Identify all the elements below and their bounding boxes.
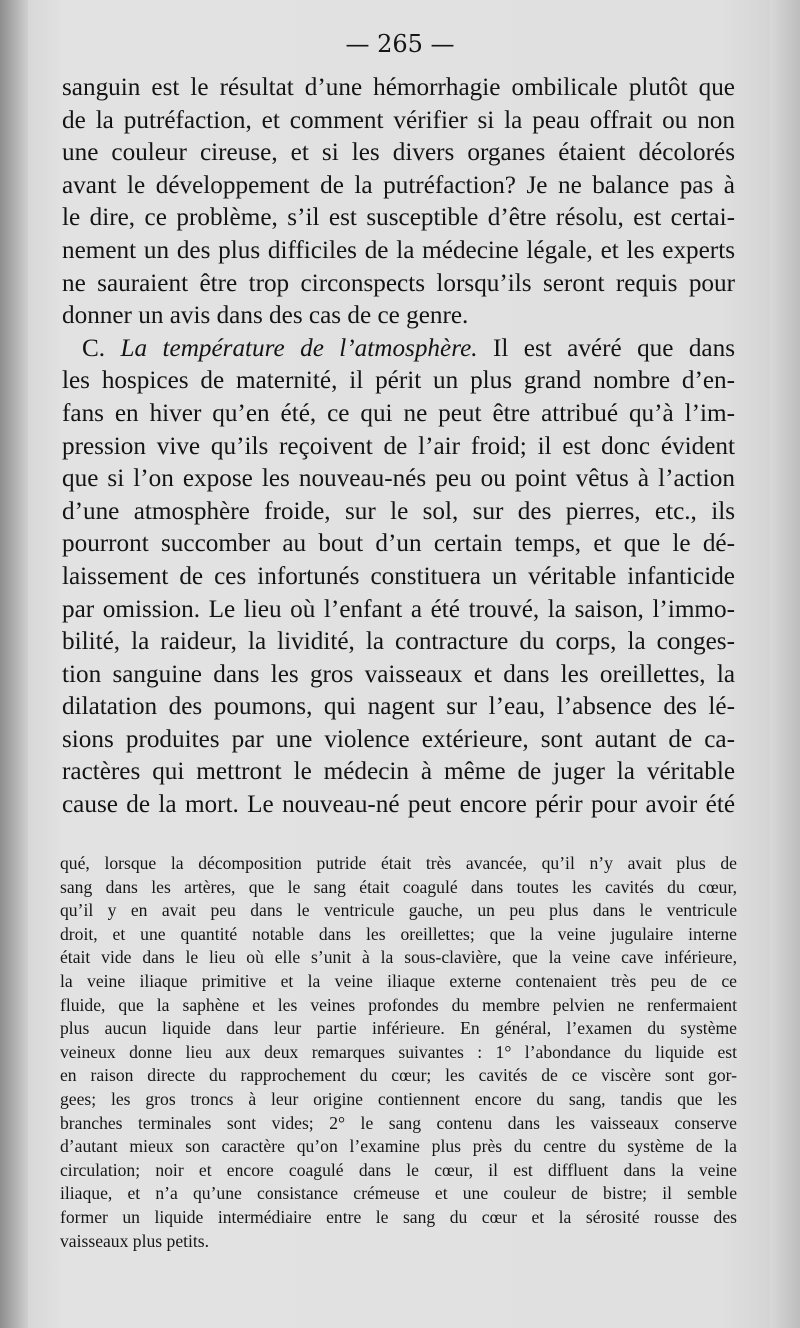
footnote-block <box>60 852 737 1253</box>
text-line: que si l’on expose les nouveau-nés peu ou point vêtus à l’action <box>62 465 735 493</box>
text-line: le dire, ce problème, s’il est susceptible d’être résolu, est certai- <box>62 204 735 232</box>
footnote-line: veineux donne lieu aux deux remarques suivantes : 1° l’abondance du liquide est <box>60 1041 737 1062</box>
main-text-block <box>62 72 735 822</box>
footnote-line: gees; les gros troncs à leur origine contiennent encore du sang, tandis que les <box>60 1088 737 1109</box>
section-heading-line <box>62 333 735 366</box>
footnote-line: qu’il y en avait peu dans le ventricule gauche, un peu plus dans le ventricule <box>60 900 737 921</box>
text-line: sanguin est le résultat d’une hémorrhagie ombilicale plutôt que <box>62 74 735 101</box>
footnote-line: en raison directe du rapprochement du cœur; les cavités de ce viscère sont gor- <box>60 1065 737 1086</box>
footnote-line: circulation; noir et encore coagulé dans le cœur, il est diffluent dans la veine <box>60 1159 737 1180</box>
text-line: nement un des plus difficiles de la médecine légale, et les experts <box>62 236 735 264</box>
text-line: ractères qui mettront le médecin à même de juger la véritable <box>62 758 735 786</box>
section-first-line-text: Il est avéré que dans <box>492 334 736 362</box>
text-line: de la putréfaction, et comment vérifier si la peau offrait ou non <box>62 106 735 134</box>
text-line: bilité, la raideur, la lividité, la contracture du corps, la conges- <box>62 628 735 656</box>
footnote-line: était vide dans le lieu où elle s’unit à la sous-clavière, que la veine cave inférieure, <box>60 947 737 968</box>
page-gutter-shadow <box>0 0 28 1328</box>
text-line: pression vive qu’ils reçoivent de l’air froid; il est donc évident <box>62 432 735 460</box>
text-line: pourront succomber au bout d’un certain temps, et que le dé- <box>62 530 735 558</box>
text-line: cause de la mort. Le nouveau-né peut encore périr pour avoir été <box>62 791 735 819</box>
section-title: La température de l’atmosphère. <box>120 334 478 362</box>
footnote-line: sang dans les artères, que le sang était coagulé dans toutes les cavités du cœur, <box>60 876 737 897</box>
text-line: fans en hiver qu’en été, ce qui ne peut être attribué qu’à l’im- <box>62 399 735 427</box>
text-line: donner un avis dans des cas de ce genre. <box>62 302 469 330</box>
text-line: d’une atmosphère froide, sur le sol, sur des pierres, etc., ils <box>62 497 735 525</box>
text-line: une couleur cireuse, et si les divers organes étaient décolorés <box>62 139 735 167</box>
text-line: dilatation des poumons, qui nagent sur l’eau, l’absence des lé- <box>62 693 735 721</box>
text-line: ne sauraient être trop circonspects lorsqu’ils seront requis pour <box>62 269 735 297</box>
footnote-line: d’autant mieux son caractère qu’on l’examine plus près du centre du système de la <box>60 1136 737 1157</box>
footnote-line: plus aucun liquide dans leur partie inférieure. En général, l’examen du système <box>60 1018 737 1039</box>
footnote-line: la veine iliaque primitive et la veine iliaque externe contenaient très peu de ce <box>60 970 737 991</box>
text-line: tion sanguine dans les gros vaisseaux et dans les oreillettes, la <box>62 660 735 688</box>
footnote-line: qué, lorsque la décomposition putride était très avancée, qu’il n’y avait plus de <box>60 853 737 873</box>
footnote-line: vaisseaux plus petits. <box>60 1230 210 1251</box>
page-right-edge <box>770 0 800 1328</box>
text-line: sions produites par une violence extérieure, sont autant de ca- <box>62 725 735 753</box>
footnote-line: former un liquide intermédiaire entre le sang du cœur et la sérosité rousse des <box>60 1206 737 1227</box>
text-line: laissement de ces infortunés constituera un véritable infanticide <box>62 562 735 590</box>
page-number: — 265 — <box>345 30 455 58</box>
footnote-line: fluide, que la saphène et les veines profondes du membre pelvien ne renfermaient <box>60 994 737 1015</box>
text-line: avant le développement de la putréfaction? Je ne balance pas à <box>62 171 735 199</box>
text-line: les hospices de maternité, il périt un plus grand nombre d’en- <box>62 367 735 395</box>
footnote-line: branches terminales sont vides; 2° le sang contenu dans les vaisseaux conserve <box>60 1112 737 1133</box>
footnote-line: iliaque, et n’a qu’une consistance crémeuse et une couleur de bistre; il semble <box>60 1183 737 1204</box>
footnote-line: droit, et une quantité notable dans les oreillettes; que la veine jugulaire interne <box>60 923 737 944</box>
text-line: par omission. Le lieu où l’enfant a été trouvé, la saison, l’immo- <box>62 595 735 623</box>
section-label: C. <box>82 334 106 362</box>
